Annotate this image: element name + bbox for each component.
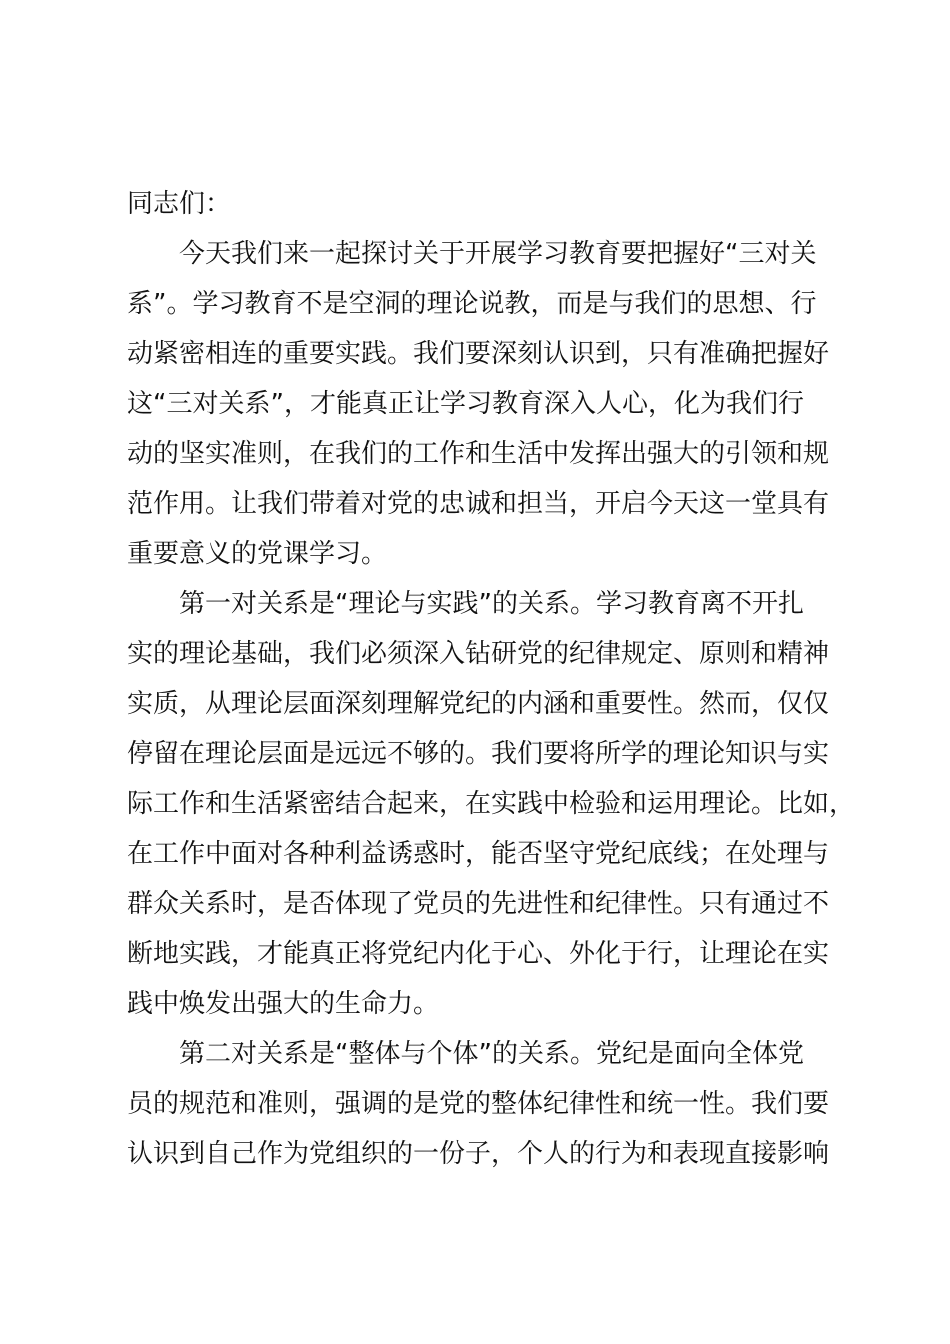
text-line: 际工作和生活紧密结合起来，在实践中检验和运用理论。比如， [127, 789, 856, 819]
text-line: 实质，从理论层面深刻理解党纪的内涵和重要性。然而，仅仅 [127, 689, 830, 719]
text-line: 系”。学习教育不是空洞的理论说教，而是与我们的思想、行 [127, 289, 817, 319]
text-line: 在工作中面对各种利益诱惑时，能否坚守党纪底线；在处理与 [127, 839, 830, 869]
text-line: 同志们： [127, 189, 232, 219]
document-body [127, 179, 856, 1179]
text-line: 重要意义的党课学习。 [127, 539, 388, 569]
text-line: 停留在理论层面是远远不够的。我们要将所学的理论知识与实 [127, 739, 830, 769]
text-line: 动紧密相连的重要实践。我们要深刻认识到，只有准确把握好 [127, 339, 830, 369]
text-line: 动的坚实准则，在我们的工作和生活中发挥出强大的引领和规 [127, 439, 830, 469]
text-line: 群众关系时，是否体现了党员的先进性和纪律性。只有通过不 [127, 889, 830, 919]
text-line: 认识到自己作为党组织的一份子，个人的行为和表现直接影响 [127, 1139, 830, 1169]
text-line: 范作用。让我们带着对党的忠诚和担当，开启今天这一堂具有 [127, 489, 830, 519]
paragraph-first-line: 第一对关系是“理论与实践”的关系。学习教育离不开扎 [179, 589, 804, 619]
text-line: 断地实践，才能真正将党纪内化于心、外化于行，让理论在实 [127, 939, 830, 969]
text-line: 员的规范和准则，强调的是党的整体纪律性和统一性。我们要 [127, 1089, 830, 1119]
text-line: 践中焕发出强大的生命力。 [127, 989, 440, 1019]
text-line: 这“三对关系”，才能真正让学习教育深入人心，化为我们行 [127, 389, 804, 419]
text-line: 实的理论基础，我们必须深入钻研党的纪律规定、原则和精神 [127, 639, 830, 669]
paragraph-first-line: 今天我们来一起探讨关于开展学习教育要把握好“三对关 [179, 239, 817, 269]
paragraph-first-line: 第二对关系是“整体与个体”的关系。党纪是面向全体党 [179, 1039, 804, 1069]
